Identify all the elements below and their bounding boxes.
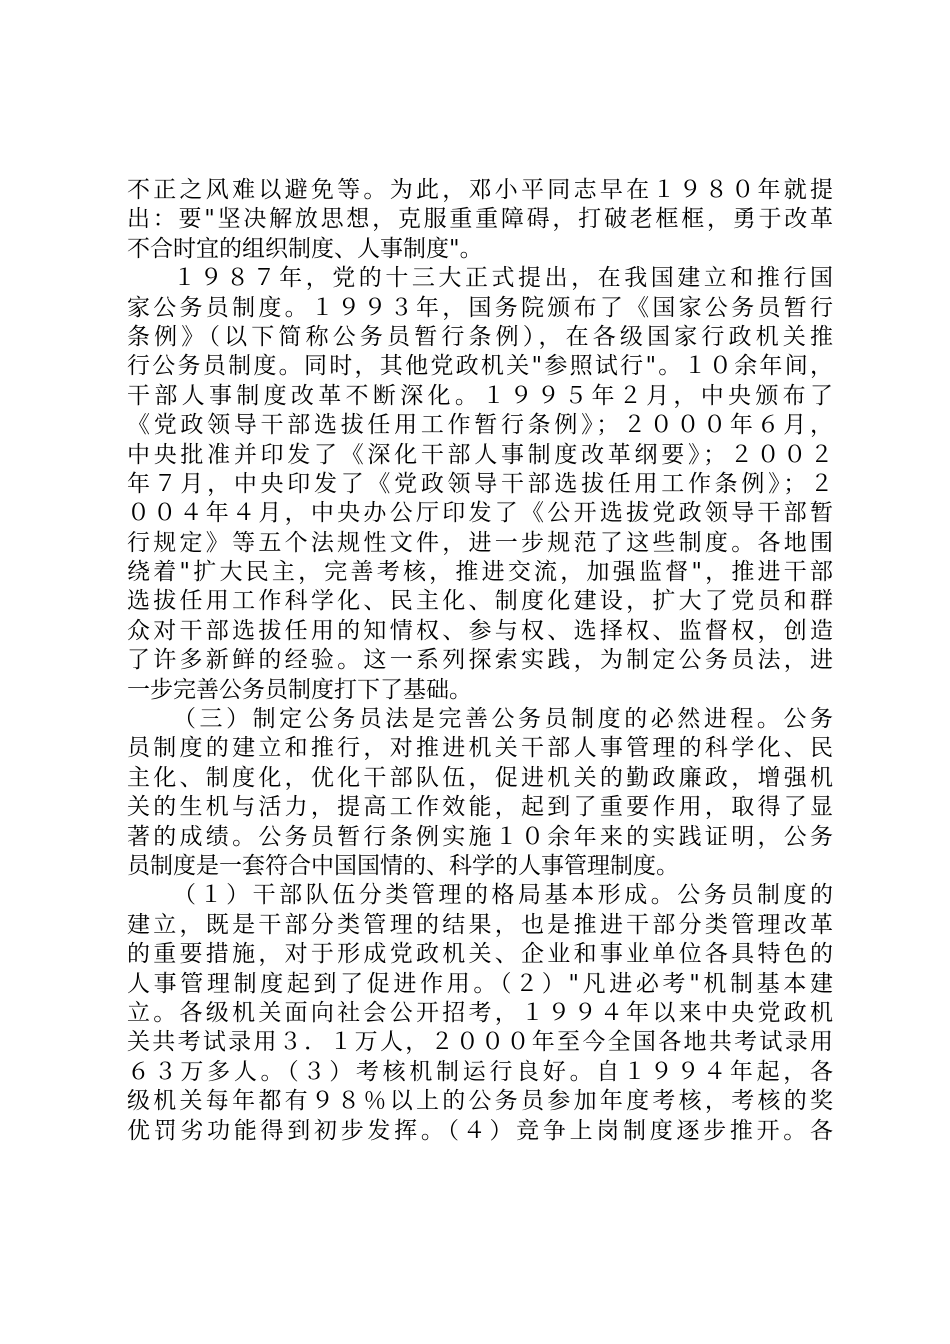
text-line: 家公务员制度。１９９３年，国务院颁布了《国家公务员暂行 (127, 294, 833, 321)
text-line: 绕着"扩大民主，完善考核，推进交流，加强监督"，推进干部 (127, 559, 833, 586)
text-line: 级机关每年都有９８％以上的公务员参加年度考核，考核的奖 (127, 1088, 833, 1115)
text-line: ００４年４月，中央办公厅印发了《公开选拔党政领导干部暂 (127, 500, 833, 527)
text-line: （１）干部队伍分类管理的格局基本形成。公务员制度的 (173, 882, 833, 909)
text-line: 出：要"坚决解放思想，克服重重障碍，打破老框框，勇于改革 (127, 206, 833, 233)
text-line: 行公务员制度。同时，其他党政机关"参照试行"。１０余年间， (127, 353, 833, 380)
text-line: 的重要措施，对于形成党政机关、企业和事业单位各具特色的 (127, 941, 833, 968)
text-line: 不正之风难以避免等。为此，邓小平同志早在１９８０年就提 (127, 177, 833, 203)
text-line: 中央批准并印发了《深化干部人事制度改革纲要》；２００２ (127, 441, 833, 468)
text-line: 众对干部选拔任用的知情权、参与权、选择权、监督权，创造 (127, 617, 833, 644)
text-line: 一步完善公务员制度打下了基础。 (127, 676, 472, 703)
text-line: 行规定》等五个法规性文件，进一步规范了这些制度。各地围 (127, 529, 833, 556)
text-line: 员制度的建立和推行，对推进机关干部人事管理的科学化、民 (127, 735, 833, 762)
text-line: 立。各级机关面向社会公开招考，１９９４年以来中央党政机 (127, 999, 833, 1026)
text-line: 条例》（以下简称公务员暂行条例），在各级国家行政机关推 (127, 323, 833, 350)
text-line: 干部人事制度改革不断深化。１９９５年２月，中央颁布了 (127, 382, 833, 409)
text-line: 关的生机与活力，提高工作效能，起到了重要作用，取得了显 (127, 794, 833, 821)
text-line: 《党政领导干部选拔任用工作暂行条例》；２０００年６月， (127, 412, 833, 439)
text-line: 主化、制度化，优化干部队伍，促进机关的勤政廉政，增强机 (127, 764, 833, 791)
text-line: １９８７年，党的十三大正式提出，在我国建立和推行国 (173, 265, 833, 292)
text-line: 建立，既是干部分类管理的结果，也是推进干部分类管理改革 (127, 911, 833, 938)
text-line: 著的成绩。公务员暂行条例实施１０余年来的实践证明，公务 (127, 823, 833, 850)
text-line: 关共考试录用３．１万人，２０００年至今全国各地共考试录用 (127, 1029, 833, 1056)
text-line: 优罚劣功能得到初步发挥。（４）竞争上岗制度逐步推开。各 (127, 1117, 833, 1144)
text-line: ６３万多人。（３）考核机制运行良好。自１９９４年起，各 (127, 1058, 833, 1085)
text-line: 了许多新鲜的经验。这一系列探索实践，为制定公务员法，进 (127, 647, 833, 674)
text-line: 年７月，中央印发了《党政领导干部选拔任用工作条例》；２ (127, 470, 833, 497)
document-page (127, 176, 833, 1146)
text-line: 选拔任用工作科学化、民主化、制度化建设，扩大了党员和群 (127, 588, 833, 615)
text-line: 人事管理制度起到了促进作用。（２）"凡进必考"机制基本建 (127, 970, 833, 997)
text-line: （三）制定公务员法是完善公务员制度的必然进程。公务 (173, 706, 833, 733)
text-line: 不合时宜的组织制度、人事制度"。 (127, 235, 483, 262)
text-line: 员制度是一套符合中国国情的、科学的人事管理制度。 (127, 852, 679, 879)
